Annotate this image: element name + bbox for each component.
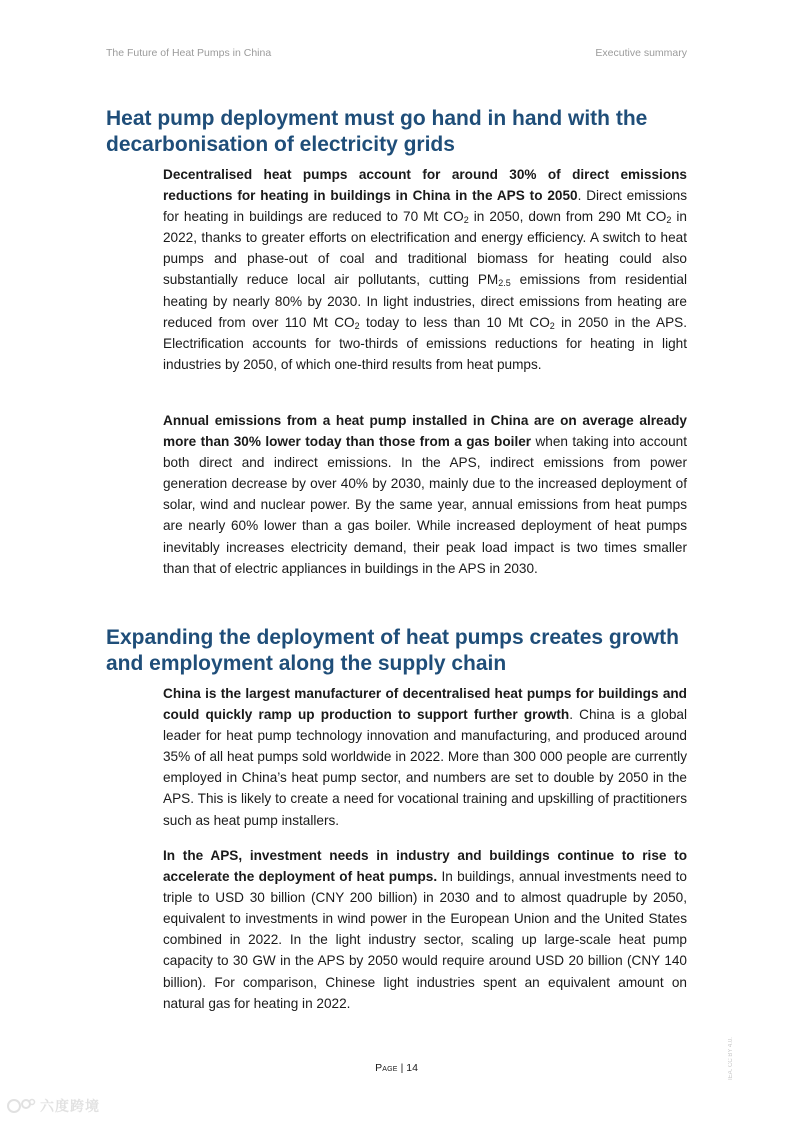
running-header-title: The Future of Heat Pumps in China — [106, 47, 272, 59]
subscript: 2 — [549, 320, 555, 331]
paragraph-investment — [163, 845, 687, 1014]
paragraph-text: in 2050, down from 290 Mt CO — [468, 209, 667, 225]
paragraph-lead: China is the largest manufacturer of decentralised heat pumps for buildings and could quickly ramp up production to support further growth — [163, 686, 687, 723]
paragraph-lead: Decentralised heat pumps account for around 30% of direct emissions reductions for heating in buildings in China in the APS to 2050 — [163, 167, 687, 204]
paragraph-text: . China is a global leader for heat pump technology innovation and manufacturing, and produced around 35% of all heat pumps sold worldwide in 2022. More than 300 000 people are currently employed in China’s heat pump sector, and numbers are set to double by 2050 in the APS. This is likely to create a need for vocational training and upskilling of practitioners such as heat pump installers. — [163, 707, 688, 828]
paragraph-text: . Direct emissions for heating in buildings are reduced to 70 Mt CO — [163, 188, 687, 225]
paragraph-text: in 2050 in the APS. Electrification accounts for two-thirds of emissions reductions for heating in light industries by 2050, of which one-third results from heat pumps. — [163, 314, 687, 372]
subscript: 2.5 — [498, 278, 511, 289]
paragraph-text: in 2022, thanks to greater efforts on electrification and energy efficiency. A switch to heat pumps and phase-out of coal and traditional biomass for heating could also substantially reduce local air pollutants, cutting PM — [163, 209, 687, 288]
license-note: IEA. CC BY 4.0. — [728, 1037, 734, 1080]
page-footer — [0, 1062, 793, 1074]
paragraph-lead: Annual emissions from a heat pump installed in China are on average already more than 30% lower today than those from a gas boiler — [163, 413, 687, 450]
subscript: 2 — [666, 215, 672, 226]
paragraph-text: emissions from residential heating by nearly 80% by 2030. In light industries, direct emissions from heating are reduced from over 110 Mt CO — [163, 272, 687, 330]
subscript: 2 — [463, 215, 469, 226]
page-label: Page — [375, 1062, 398, 1074]
running-header-section: Executive summary — [595, 47, 687, 59]
subscript: 2 — [354, 320, 360, 331]
watermark-text: 六度跨境 — [40, 1098, 100, 1114]
paragraph-text: today to less than 10 Mt CO — [359, 314, 550, 330]
page-number: 14 — [406, 1062, 418, 1074]
paragraph-text: when taking into account both direct and indirect emissions. In the APS, indirect emissions from power generation decrease by over 40% by 2030, mainly due to the increased deployment of solar, wind and nuclear power. By the same year, annual emissions from heat pumps are nearly 60% lower than a gas boiler. While increased deployment of heat pumps inevitably increases electricity demand, their peak load impact is two times smaller than that of electric appliances in buildings in the APS in 2030. — [163, 434, 687, 576]
page-separator: | — [397, 1062, 407, 1074]
section-heading-grid-decarbonisation: Heat pump deployment must go hand in hand with the decarbonisation of electricity grids — [106, 107, 648, 156]
paragraph-text: In buildings, annual investments need to triple to USD 30 billion (CNY 200 billion) in 2030 and to almost quadruple by 2050, equivalent to investments in wind power in the European Union and the United States combined in 2022. In the light industry sector, scaling up large-scale heat pump capacity to 30 GW in the APS by 2050 would require around USD 20 billion (CNY 140 billion). For comparison, Chinese light industries spent an equivalent amount on natural gas for heating in 2022. — [163, 869, 687, 1011]
watermark — [6, 1094, 100, 1118]
paragraph-manufacturing — [163, 683, 687, 831]
paragraph-direct-emissions — [163, 164, 687, 375]
section-heading-growth-employment: Expanding the deployment of heat pumps creates growth and employment along the supply chain — [106, 626, 679, 675]
watermark-logo-icon — [6, 1097, 36, 1115]
paragraph-annual-emissions — [163, 410, 687, 579]
paragraph-lead: In the APS, investment needs in industry and buildings continue to rise to accelerate the deployment of heat pumps. — [163, 848, 687, 885]
